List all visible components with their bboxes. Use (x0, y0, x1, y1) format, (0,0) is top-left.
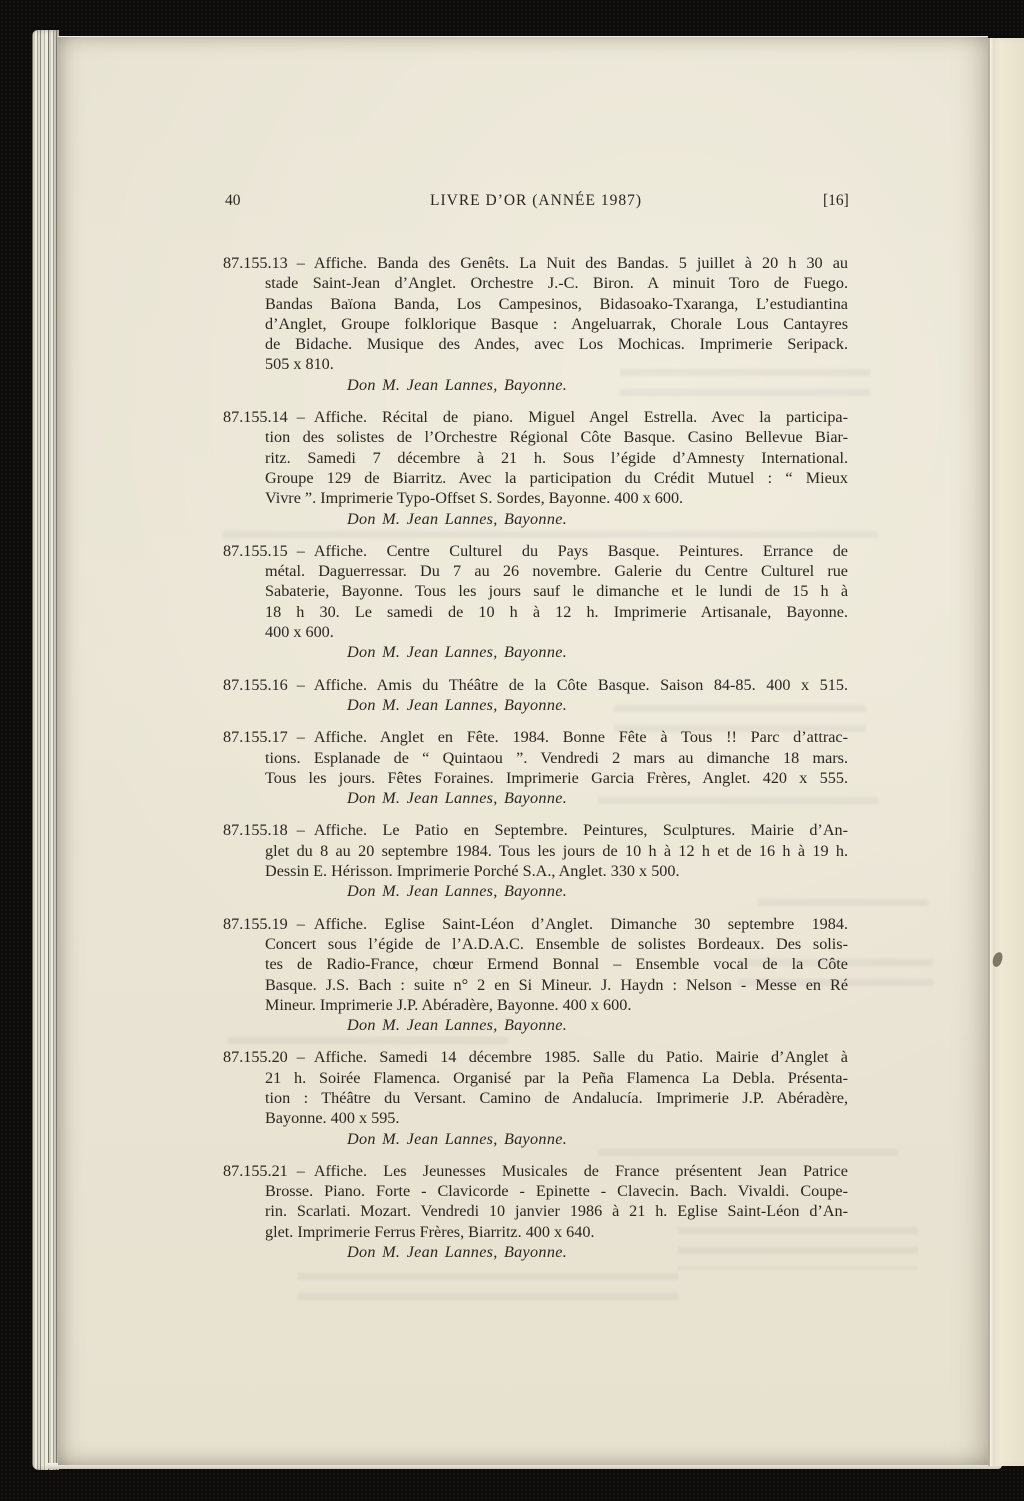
entry-number: 87.155.20 (223, 1048, 288, 1067)
catalog-entries (223, 253, 848, 1274)
donation-line: Don M. Jean Lannes, Bayonne. (347, 695, 568, 714)
entry-text: Affiche. Le Patio en Septembre. Peintures, Sculptures. Mairie d’An- (313, 821, 848, 840)
entry-text: Mineur. Imprimerie J.P. Abéradère, Bayonne. 400 x 600. (265, 995, 632, 1014)
entry-first-line (223, 727, 848, 747)
entry-first-line (223, 820, 848, 840)
catalog-entry (223, 820, 848, 901)
entry-number: 87.155.18 (223, 821, 288, 840)
donation-line: Don M. Jean Lannes, Bayonne. (347, 1016, 568, 1035)
dash: – (296, 821, 305, 840)
page-number: 40 (225, 192, 241, 209)
entry-first-line (223, 407, 848, 427)
catalog-entry (223, 541, 848, 663)
entry-text: Dessin E. Hérisson. Imprimerie Porché S.A., Anglet. 330 x 500. (265, 862, 680, 881)
dash: – (296, 728, 305, 747)
donation-line: Don M. Jean Lannes, Bayonne. (347, 643, 568, 662)
entry-text: de Bidache. Musique des Andes, avec Los Mochicas. Imprimerie Seripack. (265, 335, 848, 354)
entry-text: 400 x 600. (265, 623, 334, 642)
facing-page-edge (988, 38, 1024, 1466)
donation-line: Don M. Jean Lannes, Bayonne. (347, 789, 568, 808)
donation-line: Don M. Jean Lannes, Bayonne. (347, 882, 568, 901)
dash: – (296, 914, 305, 933)
entry-text: Affiche. Centre Culturel du Pays Basque. Peintures. Errance de (313, 541, 848, 560)
entry-number: 87.155.14 (223, 408, 288, 427)
dash: – (296, 254, 305, 272)
entry-first-line (223, 541, 848, 561)
entry-first-line (223, 914, 848, 934)
catalog-entry (223, 914, 848, 1036)
entry-text: Concert sous l’égide de l’A.D.A.C. Ensemble de solistes Bordeaux. Des solis- (265, 934, 848, 953)
entry-text: tes de Radio-France, chœur Ermend Bonnal – Ensemble vocal de la Côte (265, 955, 848, 974)
bleed-through-mark (298, 1273, 678, 1305)
entry-text: Affiche. Anglet en Fête. 1984. Bonne Fête à Tous !! Parc d’attrac- (313, 728, 848, 747)
catalog-entry (223, 1161, 848, 1262)
entry-text: Affiche. Eglise Saint-Léon d’Anglet. Dimanche 30 septembre 1984. (313, 914, 848, 933)
entry-text: tion : Théâtre du Versant. Camino de Andalucía. Imprimerie J.P. Abéradère, (265, 1088, 848, 1107)
catalog-entry (223, 253, 848, 395)
donation-line: Don M. Jean Lannes, Bayonne. (347, 1243, 568, 1262)
entry-number: 87.155.19 (223, 914, 288, 933)
catalog-entry (223, 407, 848, 529)
folio-number: [16] (823, 192, 849, 209)
entry-text: Tous les jours. Fêtes Foraines. Imprimerie Garcia Frères, Anglet. 420 x 555. (265, 768, 848, 787)
entry-text: métal. Daguerressar. Du 7 au 26 novembre. Galerie du Centre Culturel rue (265, 562, 848, 581)
dash: – (296, 408, 305, 427)
entry-text: rin. Scarlati. Mozart. Vendredi 10 janvier 1986 à 21 h. Eglise Saint-Léon d’An- (265, 1202, 848, 1221)
entry-text: Affiche. Les Jeunesses Musicales de France présentent Jean Patrice (313, 1161, 848, 1180)
entry-text: Bandas Baïona Banda, Los Campesinos, Bidasoako-Txaranga, L’estudiantina (265, 294, 848, 313)
entry-text: stade Saint-Jean d’Anglet. Orchestre J.-C. Biron. A minuit Toro de Fuego. (265, 274, 848, 293)
donation-line: Don M. Jean Lannes, Bayonne. (347, 375, 568, 394)
entry-first-line (223, 675, 848, 695)
entry-text: Affiche. Samedi 14 décembre 1985. Salle du Patio. Mairie d’Anglet à (313, 1048, 848, 1067)
entry-number: 87.155.16 (223, 675, 288, 694)
entry-text: glet du 8 au 20 septembre 1984. Tous les jours de 10 h à 12 h et de 16 h à 19 h. (265, 841, 848, 860)
dash: – (296, 541, 305, 560)
entry-text: Groupe 129 de Biarritz. Avec la participation du Crédit Mutuel : “ Mieux (265, 468, 848, 487)
ink-speck (992, 951, 1004, 968)
entry-text: 21 h. Soirée Flamenca. Organisé par la Peña Flamenca La Debla. Présenta- (265, 1068, 848, 1087)
entry-number: 87.155.17 (223, 728, 288, 747)
entry-text: ritz. Samedi 7 décembre à 21 h. Sous l’égide d’Amnesty International. (265, 448, 848, 467)
entry-number: 87.155.15 (223, 541, 288, 560)
donation-line: Don M. Jean Lannes, Bayonne. (347, 1129, 568, 1148)
catalog-entry (223, 675, 848, 716)
entry-text: Basque. J.S. Bach : suite n° 2 en Si Mineur. J. Haydn : Nelson - Messe en Ré (265, 975, 848, 994)
entry-text: 18 h 30. Le samedi de 10 h à 12 h. Imprimerie Artisanale, Bayonne. (265, 602, 848, 621)
entry-text: Brosse. Piano. Forte - Clavicorde - Epinette - Clavecin. Bach. Vivaldi. Coupe- (265, 1182, 848, 1201)
catalog-entry (223, 727, 848, 808)
entry-first-line (223, 253, 848, 273)
entry-text: 505 x 810. (265, 355, 334, 374)
entry-text: Affiche. Amis du Théâtre de la Côte Basque. Saison 84-85. 400 x 515. (313, 675, 848, 694)
catalog-entry (223, 1047, 848, 1148)
entry-text: Bayonne. 400 x 595. (265, 1109, 400, 1128)
entry-first-line (223, 1047, 848, 1067)
entry-first-line (223, 1161, 848, 1181)
entry-text: Affiche. Récital de piano. Miguel Angel Estrella. Avec la participa- (313, 408, 848, 427)
entry-text: Vivre ”. Imprimerie Typo-Offset S. Sordes, Bayonne. 400 x 600. (265, 489, 684, 508)
page-stack-edge (32, 30, 59, 1470)
entry-text: d’Anglet, Groupe folklorique Basque : Angeluarrak, Chorale Lous Cantayres (265, 314, 848, 333)
running-title: LIVRE D’OR (ANNÉE 1987) (430, 192, 642, 209)
dash: – (296, 1048, 305, 1067)
dash: – (296, 1161, 305, 1180)
entry-text: tion des solistes de l’Orchestre Régional Côte Basque. Casino Bellevue Biar- (265, 428, 848, 447)
dash: – (296, 675, 305, 694)
entry-text: tions. Esplanade de “ Quintaou ”. Vendredi 2 mars au dimanche 18 mars. (265, 748, 848, 767)
entry-text: Sabaterie, Bayonne. Tous les jours sauf le dimanche et le lundi de 15 h à (265, 582, 848, 601)
entry-text: glet. Imprimerie Ferrus Frères, Biarritz. 400 x 640. (265, 1222, 595, 1241)
entry-number: 87.155.13 (223, 254, 288, 272)
entry-text: Affiche. Banda des Genêts. La Nuit des Bandas. 5 juillet à 20 h 30 au (313, 254, 848, 272)
donation-line: Don M. Jean Lannes, Bayonne. (347, 509, 568, 528)
book-page (58, 36, 988, 1465)
entry-number: 87.155.21 (223, 1161, 288, 1180)
